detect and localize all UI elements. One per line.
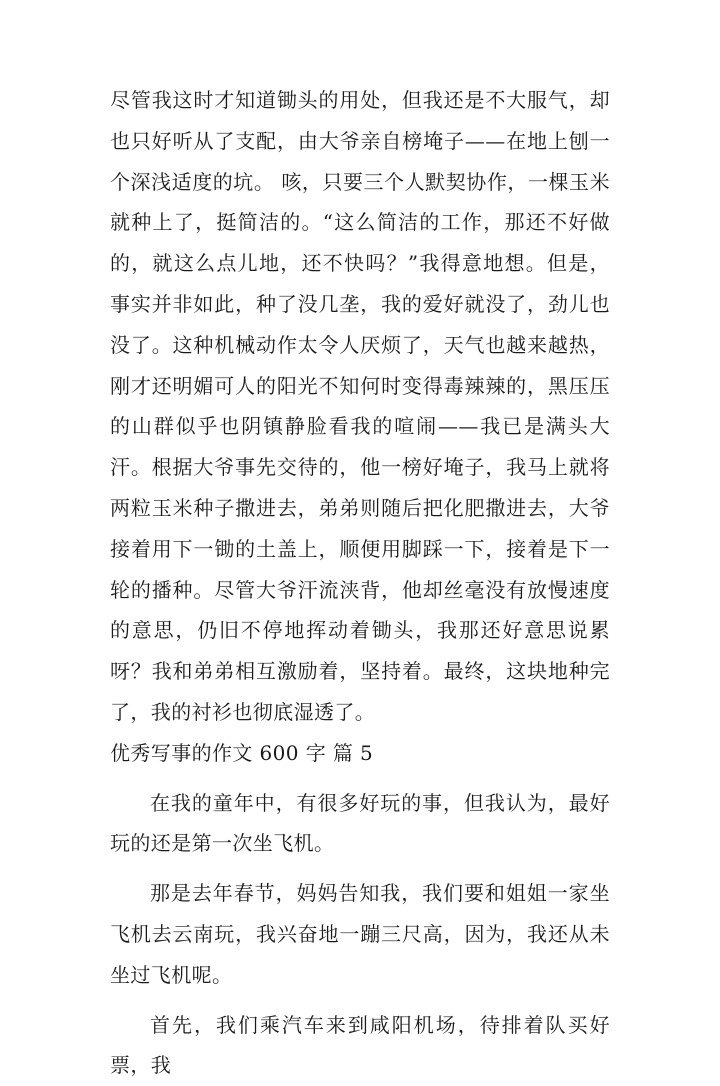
document-body xyxy=(110,80,610,1086)
section-heading: 优秀写事的作文 600 字 篇 5 xyxy=(110,740,374,765)
paragraph-continuation: 尽管我这时才知道锄头的用处，但我还是不大服气，却也只好听从了支配，由大爷亲自榜埯子——在地上刨一个深浅适度的坑。 咳，只要三个人默契协作，一棵玉米就种上了，挺简洁的。“这么简洁的工作，那还不好做的，就这么点儿地，还不快吗？”我得意地想。但是，事实并非如此，种了没几垄，我的爱好就没了，劲儿也没了。这种机械动作太令人厌烦了，天气也越来越热，刚才还明媚可人的阳光不知何时变得毒辣辣的，黑压压的山群似乎也阴镇静脸看我的喧闹——我已是满头大汗。根据大爷事先交待的，他一榜好埯子，我马上就将两粒玉米种子撒进去，弟弟则随后把化肥撒进去，大爷接着用下一锄的土盖上，顺便用脚踩一下，接着是下一轮的播种。尽管大爷汗流浃背，他却丝毫没有放慢速度的意思，仍旧不停地挥动着锄头，我那还好意思说累呀？我和弟弟相互激励着，坚持着。最终，这块地种完了，我的衬衫也彻底湿透了。 xyxy=(110,88,610,724)
paragraph: 在我的童年中，有很多好玩的事，但我认为，最好玩的还是第一次坐飞机。 xyxy=(110,790,610,856)
paragraph: 首先，我们乘汽车来到咸阳机场，待排着队买好票，我 xyxy=(110,1012,610,1078)
paragraph: 那是去年春节，妈妈告知我，我们要和姐姐一家坐飞机去云南玩，我兴奋地一蹦三尺高，因为，我还从未坐过飞机呢。 xyxy=(110,881,610,987)
